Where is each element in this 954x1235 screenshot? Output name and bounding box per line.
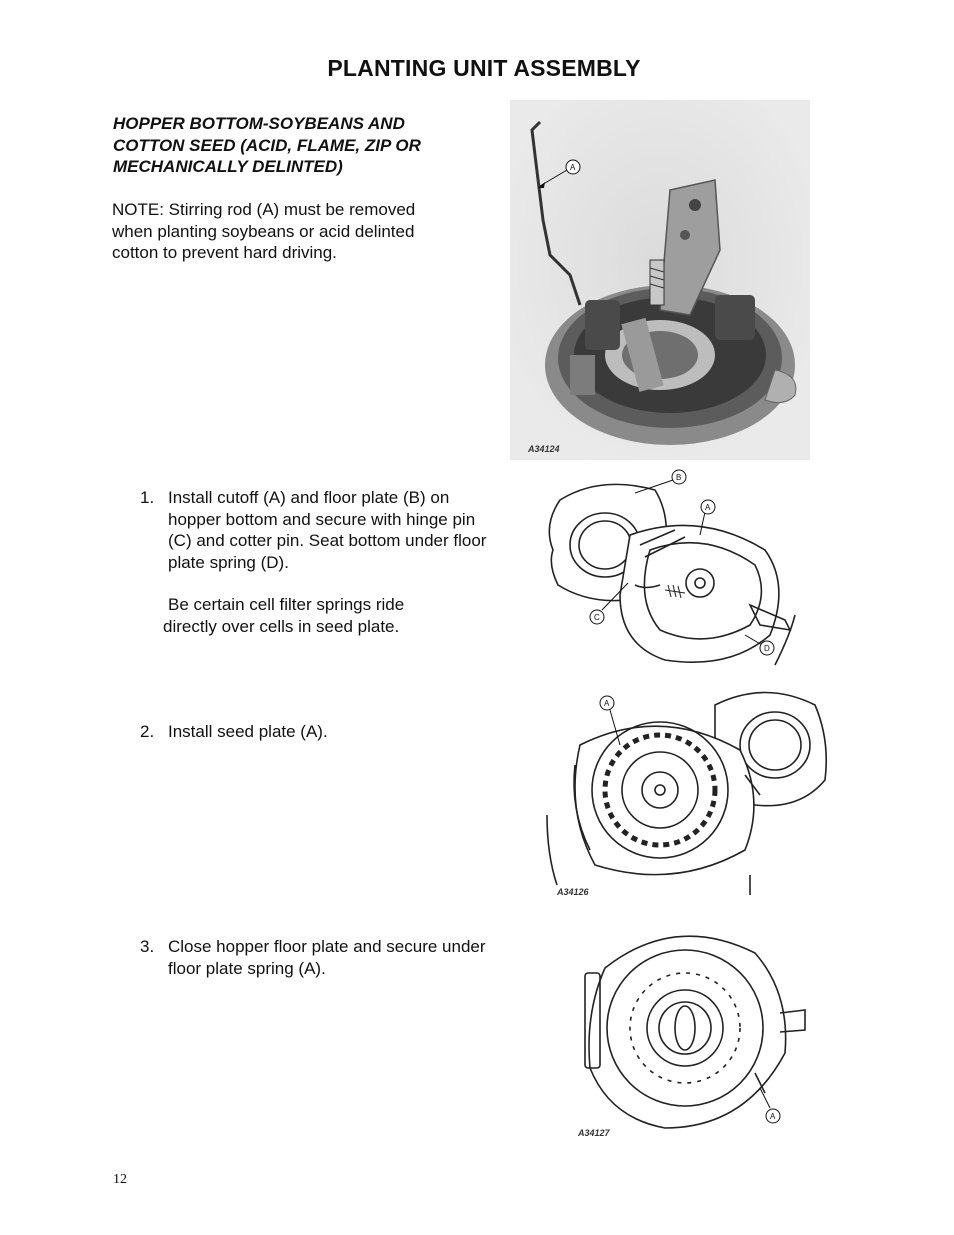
page-number: 12 xyxy=(113,1172,127,1187)
step-line: plate spring (D). xyxy=(168,552,289,572)
step-1-note xyxy=(163,594,543,637)
figure-cutoff-floor-plate xyxy=(540,465,810,675)
step-text xyxy=(168,936,486,979)
figure-code: A34126 xyxy=(557,887,589,897)
subheading-line: MECHANICALLY DELINTED) xyxy=(113,157,343,176)
figure-seed-plate xyxy=(545,685,835,900)
subheading-line: COTTON SEED (ACID, FLAME, ZIP OR xyxy=(113,135,421,155)
callout-label: A xyxy=(705,503,711,512)
figure-code: A34124 xyxy=(528,444,560,454)
step-line: (C) and cotter pin. Seat bottom under floor xyxy=(168,531,487,550)
section-subheading xyxy=(113,113,493,178)
subheading-line: HOPPER BOTTOM-SOYBEANS AND xyxy=(113,114,405,133)
callout-label: B xyxy=(676,473,682,482)
callout-label: A xyxy=(770,1112,776,1121)
note-line: cotton to prevent hard driving. xyxy=(112,243,337,262)
step-line: hopper bottom and secure with hinge pin xyxy=(168,509,476,529)
step-note-line: Be certain cell filter springs ride xyxy=(168,595,405,614)
step-text xyxy=(168,721,328,743)
figure-code: A34127 xyxy=(578,1128,610,1138)
step-note-line: directly over cells in seed plate. xyxy=(163,616,400,636)
note-paragraph xyxy=(112,199,492,264)
step-number: 3. xyxy=(140,937,155,956)
callout-label: C xyxy=(594,613,600,622)
note-line: NOTE: Stirring rod (A) must be removed xyxy=(112,200,416,219)
callout-label: A xyxy=(604,699,610,708)
step-number: 2. xyxy=(140,722,155,741)
step-line: floor plate spring (A). xyxy=(168,958,326,978)
figure-closed-floor-plate xyxy=(575,928,815,1143)
step-line: Close hopper floor plate and secure under xyxy=(168,937,486,956)
step-line: Install seed plate (A). xyxy=(168,722,328,741)
step-number: 1. xyxy=(140,488,155,507)
note-line: when planting soybeans or acid delinted xyxy=(112,221,415,241)
callout-label: A xyxy=(570,163,576,172)
callout-label: D xyxy=(764,644,770,653)
hopper-bottom-photo xyxy=(510,100,810,460)
step-text xyxy=(168,487,486,573)
page-title: PLANTING UNIT ASSEMBLY xyxy=(327,55,641,81)
step-3 xyxy=(140,936,540,984)
step-2 xyxy=(140,721,520,745)
step-line: Install cutoff (A) and floor plate (B) on xyxy=(168,488,450,507)
